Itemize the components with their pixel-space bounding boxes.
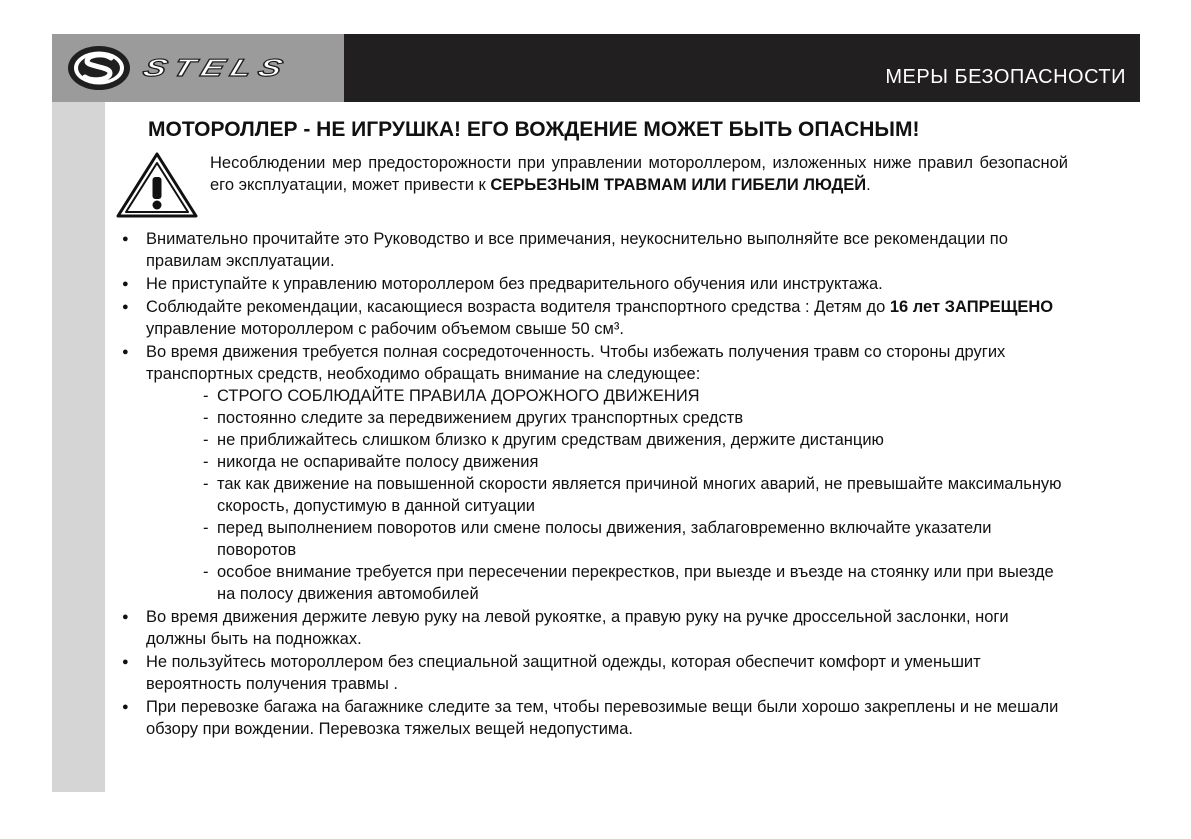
rule-item (122, 651, 1072, 695)
warning-body: Несоблюдении мер предосторожности при управлении мотороллером, изложенных ниже правил безопасной его эксплуатации, может привести к (210, 154, 1068, 194)
rule-text-after: управление мотороллером с рабочим объемом свыше 50 см³. (146, 320, 624, 338)
sub-rule-item: - СТРОГО СОБЛЮДАЙТЕ ПРАВИЛА ДОРОЖНОГО ДВИЖЕНИЯ (203, 385, 1072, 407)
sub-rule-item: - так как движение на повышенной скорости является причиной многих аварий, не превышайте максимальную скорость, допустимую в данной ситуации (203, 473, 1072, 517)
section-title: МЕРЫ БЕЗОПАСНОСТИ (885, 66, 1126, 88)
warning-end: . (866, 176, 871, 194)
rule-item (122, 228, 1072, 272)
rule-text: При перевозке багажа на багажнике следите за тем, чтобы перевозимые вещи были хорошо закреплены и не мешали обзору при вождении. Перевозка тяжелых вещей недопустима. (146, 698, 1059, 738)
sub-rule-item: - перед выполнением поворотов или смене полосы движения, заблаговременно включайте указатели поворотов (203, 517, 1072, 561)
sub-rules-list (146, 385, 1072, 605)
warning-text (210, 152, 1068, 196)
warning-emphasis: СЕРЬЕЗНЫМ ТРАВМАМ ИЛИ ГИБЕЛИ ЛЮДЕЙ (490, 176, 867, 194)
rule-text: Во время движения требуется полная сосредоточенность. Чтобы избежать получения травм со стороны других транспортных средств, необходимо обращать внимание на следующее: (146, 343, 1006, 383)
rule-item (122, 296, 1072, 340)
side-margin-bar (52, 102, 105, 792)
sub-rule-item: - не приближайтесь слишком близко к другим средствам движения, держите дистанцию (203, 429, 1072, 451)
rule-item (122, 273, 1072, 295)
rule-text: Не пользуйтесь мотороллером без специальной защитной одежды, которая обеспечит комфорт и уменьшит вероятность получения травмы . (146, 653, 981, 693)
rule-text: Не приступайте к управлению мотороллером без предварительного обучения или инструктажа. (146, 275, 883, 293)
brand-logo (52, 34, 344, 102)
sub-rule-item: - постоянно следите за передвижением других транспортных средств (203, 407, 1072, 429)
rule-text: Соблюдайте рекомендации, касающиеся возраста водителя транспортного средства : Детям до (146, 298, 890, 316)
rule-item (122, 341, 1072, 605)
rule-item (122, 696, 1072, 740)
rule-bold-text: 16 лет ЗАПРЕЩЕНО (889, 298, 1054, 316)
rule-text: Во время движения держите левую руку на левой рукоятке, а правую руку на ручке дроссельной заслонки, ноги должны быть на подножках. (146, 608, 1009, 648)
brand-wordmark: STELS (139, 54, 294, 82)
sub-rule-item: - особое внимание требуется при пересечении перекрестков, при выезде и въезде на стоянку или при выезде на полосу движения автомобилей (203, 561, 1072, 605)
rule-text: Внимательно прочитайте это Руководство и все примечания, неукоснительно выполняйте все рекомендации по правилам эксплуатации. (146, 230, 1008, 270)
rule-item (122, 606, 1072, 650)
stels-emblem-icon (66, 44, 132, 92)
safety-rules-list (122, 228, 1072, 741)
warning-icon (115, 151, 199, 219)
sub-rule-item: - никогда не оспаривайте полосу движения (203, 451, 1072, 473)
page-title: МОТОРОЛЛЕР - НЕ ИГРУШКА! ЕГО ВОЖДЕНИЕ МОЖЕТ БЫТЬ ОПАСНЫМ! (148, 118, 920, 141)
page-header (52, 34, 1140, 102)
